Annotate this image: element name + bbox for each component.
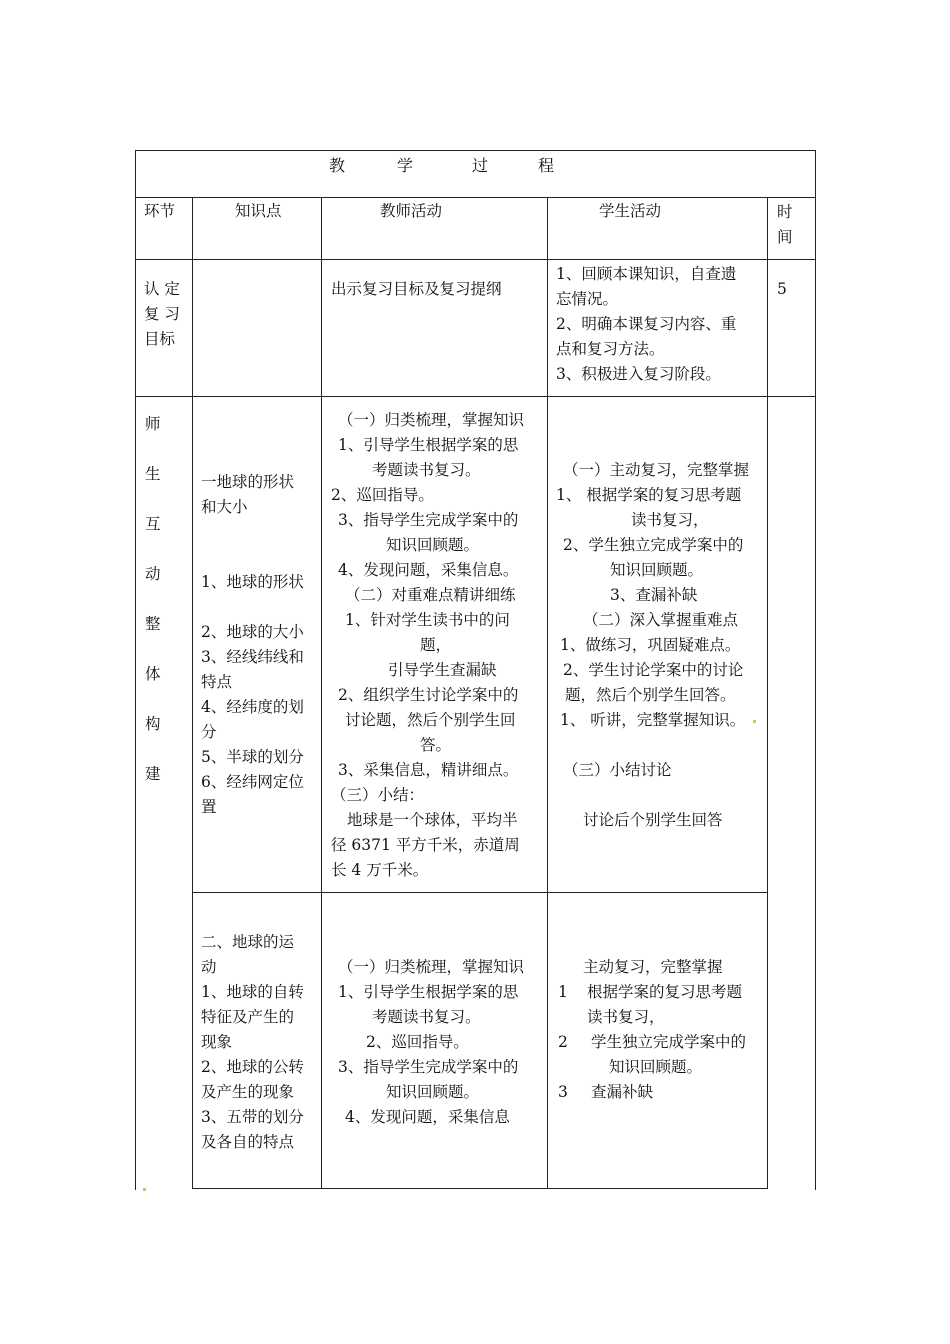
row3-teacher-line: 3、指导学生完成学案中的 (338, 1058, 519, 1076)
table-col-divider-2 (321, 197, 322, 1189)
row2-knowledge-line: 1、地球的形状 (201, 573, 304, 591)
row3-knowledge-line: 3、五带的划分 (201, 1108, 304, 1126)
table-rule-row2 (192, 892, 768, 893)
row2-section-char: 整 (145, 615, 161, 633)
row3-teacher-line: 4、发现问题，采集信息 (345, 1108, 510, 1126)
header-time: 时 (777, 203, 793, 221)
row2-section-char: 师 (145, 415, 161, 433)
row2-student-line: 读书复习， (631, 511, 709, 529)
row1-section-line: 认 定 (144, 280, 180, 298)
row2-knowledge-line: 6、经纬网定位 (201, 773, 304, 791)
scan-speck (753, 720, 756, 723)
table-border-top (135, 150, 816, 151)
row3-student-line: 读书复习， (587, 1008, 665, 1026)
row2-student-line: 知识回顾题。 (610, 561, 704, 579)
row2-section-char: 建 (145, 765, 161, 783)
row2-teacher-line: 2、组织学生讨论学案中的 (338, 686, 519, 704)
row2-student-line: 1、做练习，巩固疑难点。 (560, 636, 741, 654)
row2-section-char: 体 (145, 665, 161, 683)
row2-teacher-line: 3、采集信息，精讲细点。 (338, 761, 519, 779)
table-col-divider-3 (547, 197, 548, 1189)
header-section: 环节 (144, 202, 176, 220)
row3-teacher-line: 2、巡回指导。 (366, 1033, 469, 1051)
header-knowledge: 知识点 (235, 202, 282, 220)
row3-student-line: 查漏补缺 (591, 1083, 654, 1101)
row3-teacher-line: （一）归类梳理，掌握知识 (338, 958, 525, 976)
row2-student-line: （一）主动复习，完整掌握 (563, 461, 750, 479)
row2-student-line: 2、学生讨论学案中的讨论 (563, 661, 744, 679)
row2-teacher-line: （三）小结： (331, 786, 425, 804)
header-time: 间 (777, 228, 793, 246)
row3-knowledge-line: 及产生的现象 (201, 1083, 295, 1101)
row1-student-line: 1、回顾本课知识，自查遗 (556, 265, 737, 283)
row1-student-line: 2、明确本课复习内容、重 (556, 315, 737, 333)
row2-teacher-line: 答。 (420, 736, 452, 754)
row2-teacher-line: 长 4 万千米。 (331, 861, 429, 879)
row3-knowledge-line: 及各自的特点 (201, 1133, 295, 1151)
row2-teacher-line: 引导学生查漏缺 (388, 661, 497, 679)
row2-teacher-line: 1、引导学生根据学案的思 (338, 436, 519, 454)
row2-teacher-line: 4、发现问题，采集信息。 (338, 561, 519, 579)
row2-student-line: 讨论后个别学生回答 (583, 811, 723, 829)
row2-student-line: 1、 听讲，完整掌握知识。 (560, 711, 746, 729)
row3-student-number: 3 (558, 1083, 568, 1101)
row3-knowledge-line: 二、地球的运 (201, 933, 295, 951)
row2-knowledge-line: 2、地球的大小 (201, 623, 304, 641)
row2-teacher-line: 题， (420, 636, 452, 654)
row2-section-char: 互 (145, 515, 161, 533)
row2-teacher-line: 知识回顾题。 (386, 536, 480, 554)
row3-student-line: 学生独立完成学案中的 (591, 1033, 747, 1051)
row2-teacher-line: 1、针对学生读书中的问 (345, 611, 510, 629)
row1-student-line: 忘情况。 (556, 290, 619, 308)
row2-knowledge-line: 一地球的形状 (201, 473, 295, 491)
table-rule-title (135, 197, 816, 198)
header-teacher: 教师活动 (380, 202, 443, 220)
row3-student-line: 主动复习，完整掌握 (583, 958, 723, 976)
scan-speck (143, 1188, 146, 1191)
row3-student-number: 1 (558, 983, 568, 1001)
row2-section-char: 生 (145, 465, 161, 483)
row2-knowledge-line: 和大小 (201, 498, 248, 516)
table-col-divider-4 (767, 197, 768, 1189)
table-col-divider-1 (192, 197, 193, 1189)
row2-teacher-line: 2、巡回指导。 (331, 486, 434, 504)
title-char: 教 (329, 156, 346, 175)
title-char: 学 (397, 156, 414, 175)
row3-knowledge-line: 2、地球的公转 (201, 1058, 304, 1076)
table-rule-row1 (135, 396, 816, 397)
row2-knowledge-line: 3、经线纬线和 (201, 648, 304, 666)
row2-knowledge-line: 4、经纬度的划 (201, 698, 304, 716)
row2-section-char: 构 (145, 715, 161, 733)
title-char: 程 (538, 156, 555, 175)
row2-knowledge-line: 置 (201, 798, 217, 816)
row3-knowledge-line: 动 (201, 958, 217, 976)
row2-teacher-line: （二）对重难点精讲细练 (345, 586, 516, 604)
row3-student-number: 2 (558, 1033, 568, 1051)
row3-knowledge-line: 特征及产生的 (201, 1008, 295, 1026)
row3-student-line: 根据学案的复习思考题 (587, 983, 743, 1001)
row1-section-line: 目标 (144, 330, 176, 348)
row2-section-char: 动 (145, 565, 161, 583)
row2-student-line: 题，然后个别学生回答。 (565, 686, 736, 704)
row2-knowledge-line: 5、半球的划分 (201, 748, 304, 766)
header-student: 学生活动 (599, 202, 662, 220)
table-rule-row3 (192, 1188, 768, 1189)
row2-teacher-line: 考题读书复习。 (372, 461, 481, 479)
table-border-right (815, 150, 816, 1190)
row3-student-line: 知识回顾题。 (609, 1058, 703, 1076)
title-char: 过 (472, 156, 489, 175)
row3-knowledge-line: 1、地球的自转 (201, 983, 304, 1001)
row1-teacher-activity: 出示复习目标及复习提纲 (331, 280, 502, 298)
row2-teacher-line: 径 6371 平方千米，赤道周 (331, 836, 520, 854)
row3-knowledge-line: 现象 (201, 1033, 233, 1051)
row2-knowledge-line: 分 (201, 723, 217, 741)
row2-student-line: 2、学生独立完成学案中的 (563, 536, 744, 554)
row2-teacher-line: 3、指导学生完成学案中的 (338, 511, 519, 529)
row2-student-line: 1、 根据学案的复习思考题 (556, 486, 742, 504)
table-border-left (135, 150, 136, 1190)
row2-student-line: （三）小结讨论 (563, 761, 672, 779)
row2-teacher-line: 讨论题，然后个别学生回 (345, 711, 516, 729)
row1-student-line: 点和复习方法。 (556, 340, 665, 358)
row2-teacher-line: （一）归类梳理，掌握知识 (338, 411, 525, 429)
row2-teacher-line: 地球是一个球体，平均半 (347, 811, 518, 829)
row2-student-line: （二）深入掌握重难点 (583, 611, 739, 629)
table-rule-header (135, 259, 816, 260)
row1-section-line: 复 习 (144, 305, 180, 323)
row3-teacher-line: 知识回顾题。 (386, 1083, 480, 1101)
row3-teacher-line: 1、引导学生根据学案的思 (338, 983, 519, 1001)
row1-time: 5 (777, 280, 787, 298)
row3-teacher-line: 考题读书复习。 (372, 1008, 481, 1026)
row1-student-line: 3、积极进入复习阶段。 (556, 365, 721, 383)
row2-knowledge-line: 特点 (201, 673, 233, 691)
row2-student-line: 3、查漏补缺 (610, 586, 698, 604)
